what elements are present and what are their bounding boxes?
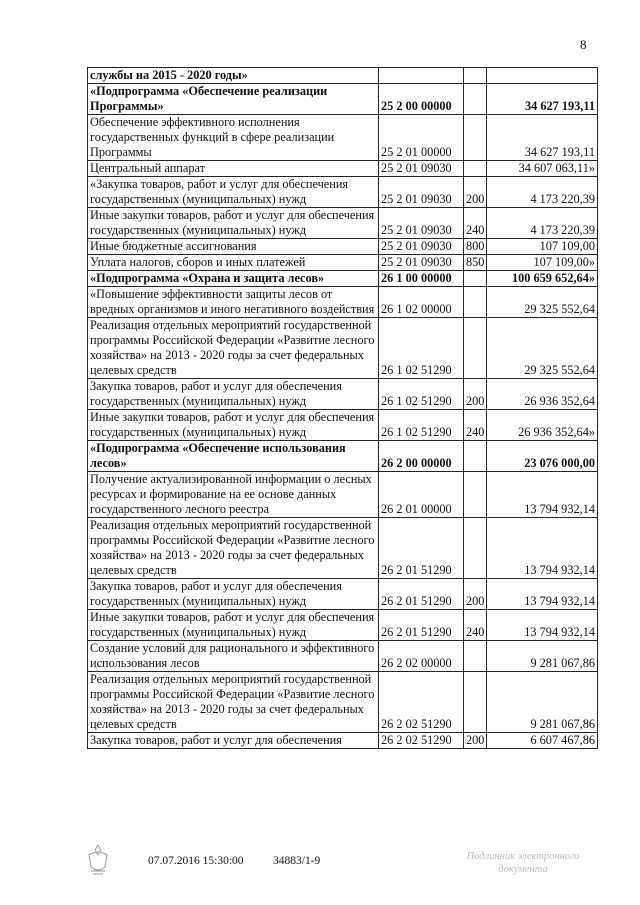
table-row xyxy=(88,641,598,672)
row-name-cell: Обеспечение эффективного исполнения государственных функций в сфере реализации Программы xyxy=(88,115,379,161)
row-kvr-cell: 240 xyxy=(464,410,487,441)
row-code-cell: 26 1 02 51290 xyxy=(379,410,464,441)
table-row xyxy=(88,255,598,271)
row-name-cell: Реализация отдельных мероприятий государственной программы Российской Федерации «Развитие лесного хозяйства» на 2013 - 2020 годы за счет федеральных целевых средств xyxy=(88,672,379,733)
row-sum-cell: 23 076 000,00 xyxy=(487,441,598,472)
table-row xyxy=(88,177,598,208)
table-row xyxy=(88,68,598,84)
row-kvr-cell: 200 xyxy=(464,379,487,410)
row-name-cell: Центральный аппарат xyxy=(88,161,379,177)
table-row xyxy=(88,287,598,318)
row-name-cell: Иные бюджетные ассигнования xyxy=(88,239,379,255)
row-code-cell: 26 2 01 51290 xyxy=(379,610,464,641)
row-sum-cell: 34 607 063,11» xyxy=(487,161,598,177)
footer-doc-number: 34883/1-9 xyxy=(273,855,321,867)
table-row xyxy=(88,239,598,255)
row-kvr-cell: 200 xyxy=(464,579,487,610)
table-row xyxy=(88,410,598,441)
row-kvr-cell: 240 xyxy=(464,610,487,641)
row-code-cell: 26 2 01 00000 xyxy=(379,472,464,518)
table-row xyxy=(88,518,598,579)
row-sum-cell: 4 173 220,39 xyxy=(487,177,598,208)
table-row xyxy=(88,733,598,749)
row-sum-cell: 26 936 352,64 xyxy=(487,379,598,410)
row-name-cell: Иные закупки товаров, работ и услуг для обеспечения государственных (муниципальных) нужд xyxy=(88,610,379,641)
row-sum-cell: 6 607 467,86 xyxy=(487,733,598,749)
row-name-cell: службы на 2015 - 2020 годы» xyxy=(88,68,379,84)
row-code-cell: 26 2 00 00000 xyxy=(379,441,464,472)
page-number: 8 xyxy=(580,37,587,52)
row-code-cell: 26 1 02 00000 xyxy=(379,287,464,318)
row-kvr-cell xyxy=(464,115,487,161)
row-name-cell: Реализация отдельных мероприятий государственной программы Российской Федерации «Развитие лесного хозяйства» на 2013 - 2020 годы за счет федеральных целевых средств xyxy=(88,518,379,579)
row-code-cell: 26 2 02 51290 xyxy=(379,733,464,749)
row-sum-cell: 107 109,00 xyxy=(487,239,598,255)
row-kvr-cell: 800 xyxy=(464,239,487,255)
row-name-cell: Уплата налогов, сборов и иных платежей xyxy=(88,255,379,271)
row-code-cell: 26 2 02 00000 xyxy=(379,641,464,672)
row-name-cell: Создание условий для рационального и эффективного использования лесов xyxy=(88,641,379,672)
row-sum-cell: 34 627 193,11 xyxy=(487,84,598,115)
row-sum-cell: 13 794 932,14 xyxy=(487,579,598,610)
row-code-cell: 25 2 00 00000 xyxy=(379,84,464,115)
table-row xyxy=(88,318,598,379)
row-code-cell: 26 1 02 51290 xyxy=(379,379,464,410)
row-name-cell: Иные закупки товаров, работ и услуг для обеспечения государственных (муниципальных) нужд xyxy=(88,208,379,239)
row-code-cell xyxy=(379,68,464,84)
row-kvr-cell xyxy=(464,271,487,287)
row-code-cell: 25 2 01 09030 xyxy=(379,177,464,208)
row-kvr-cell xyxy=(464,68,487,84)
row-sum-cell xyxy=(487,68,598,84)
row-name-cell: Закупка товаров, работ и услуг для обеспечения государственных (муниципальных) нужд xyxy=(88,579,379,610)
row-kvr-cell xyxy=(464,641,487,672)
row-kvr-cell xyxy=(464,161,487,177)
row-kvr-cell xyxy=(464,287,487,318)
row-kvr-cell xyxy=(464,441,487,472)
row-name-cell: Закупка товаров, работ и услуг для обеспечения государственных (муниципальных) нужд xyxy=(88,379,379,410)
table-row xyxy=(88,271,598,287)
table-row xyxy=(88,579,598,610)
row-kvr-cell xyxy=(464,518,487,579)
row-code-cell: 25 2 01 09030 xyxy=(379,255,464,271)
footer-datetime: 07.07.2016 15:30:00 xyxy=(148,855,244,867)
table-row xyxy=(88,672,598,733)
row-code-cell: 25 2 01 09030 xyxy=(379,239,464,255)
row-kvr-cell xyxy=(464,472,487,518)
row-sum-cell: 13 794 932,14 xyxy=(487,518,598,579)
row-name-cell: «Закупка товаров, работ и услуг для обеспечения государственных (муниципальных) нужд xyxy=(88,177,379,208)
row-sum-cell: 13 794 932,14 xyxy=(487,610,598,641)
row-sum-cell: 4 173 220,39 xyxy=(487,208,598,239)
row-name-cell: «Подпрограмма «Обеспечение использования лесов» xyxy=(88,441,379,472)
row-kvr-cell: 240 xyxy=(464,208,487,239)
table-row xyxy=(88,161,598,177)
table-row xyxy=(88,115,598,161)
row-sum-cell: 26 936 352,64» xyxy=(487,410,598,441)
table-row xyxy=(88,379,598,410)
row-sum-cell: 9 281 067,86 xyxy=(487,641,598,672)
row-code-cell: 26 1 00 00000 xyxy=(379,271,464,287)
row-name-cell: Закупка товаров, работ и услуг для обеспечения xyxy=(88,733,379,749)
row-kvr-cell xyxy=(464,318,487,379)
table-row xyxy=(88,472,598,518)
emblem-icon xyxy=(85,843,111,877)
row-kvr-cell xyxy=(464,84,487,115)
table-row xyxy=(88,208,598,239)
row-sum-cell: 13 794 932,14 xyxy=(487,472,598,518)
row-name-cell: Реализация отдельных мероприятий государственной программы Российской Федерации «Развитие лесного хозяйства» на 2013 - 2020 годы за счет федеральных целевых средств xyxy=(88,318,379,379)
row-code-cell: 25 2 01 00000 xyxy=(379,115,464,161)
row-name-cell: Иные закупки товаров, работ и услуг для обеспечения государственных (муниципальных) нужд xyxy=(88,410,379,441)
row-kvr-cell xyxy=(464,672,487,733)
table-row xyxy=(88,84,598,115)
row-sum-cell: 29 325 552,64 xyxy=(487,318,598,379)
row-name-cell: «Повышение эффективности защиты лесов от вредных организмов и иного негативного воздействия xyxy=(88,287,379,318)
row-sum-cell: 100 659 652,64» xyxy=(487,271,598,287)
row-sum-cell: 34 627 193,11 xyxy=(487,115,598,161)
row-name-cell: «Подпрограмма «Охрана и защита лесов» xyxy=(88,271,379,287)
row-code-cell: 26 2 02 51290 xyxy=(379,672,464,733)
row-code-cell: 26 2 01 51290 xyxy=(379,579,464,610)
row-name-cell: Получение актуализированной информации о лесных ресурсах и формирование на ее основе данных государственного лесного реестра xyxy=(88,472,379,518)
row-sum-cell: 107 109,00» xyxy=(487,255,598,271)
row-kvr-cell: 200 xyxy=(464,733,487,749)
row-code-cell: 25 2 01 09030 xyxy=(379,208,464,239)
budget-table xyxy=(87,67,598,749)
row-sum-cell: 9 281 067,86 xyxy=(487,672,598,733)
row-name-cell: «Подпрограмма «Обеспечение реализации Программы» xyxy=(88,84,379,115)
row-kvr-cell: 200 xyxy=(464,177,487,208)
row-code-cell: 25 2 01 09030 xyxy=(379,161,464,177)
row-code-cell: 26 2 01 51290 xyxy=(379,518,464,579)
row-sum-cell: 29 325 552,64 xyxy=(487,287,598,318)
table-row xyxy=(88,610,598,641)
row-code-cell: 26 1 02 51290 xyxy=(379,318,464,379)
electronic-stamp-note: Подлинник электронного документа xyxy=(466,851,580,875)
table-row xyxy=(88,441,598,472)
row-kvr-cell: 850 xyxy=(464,255,487,271)
